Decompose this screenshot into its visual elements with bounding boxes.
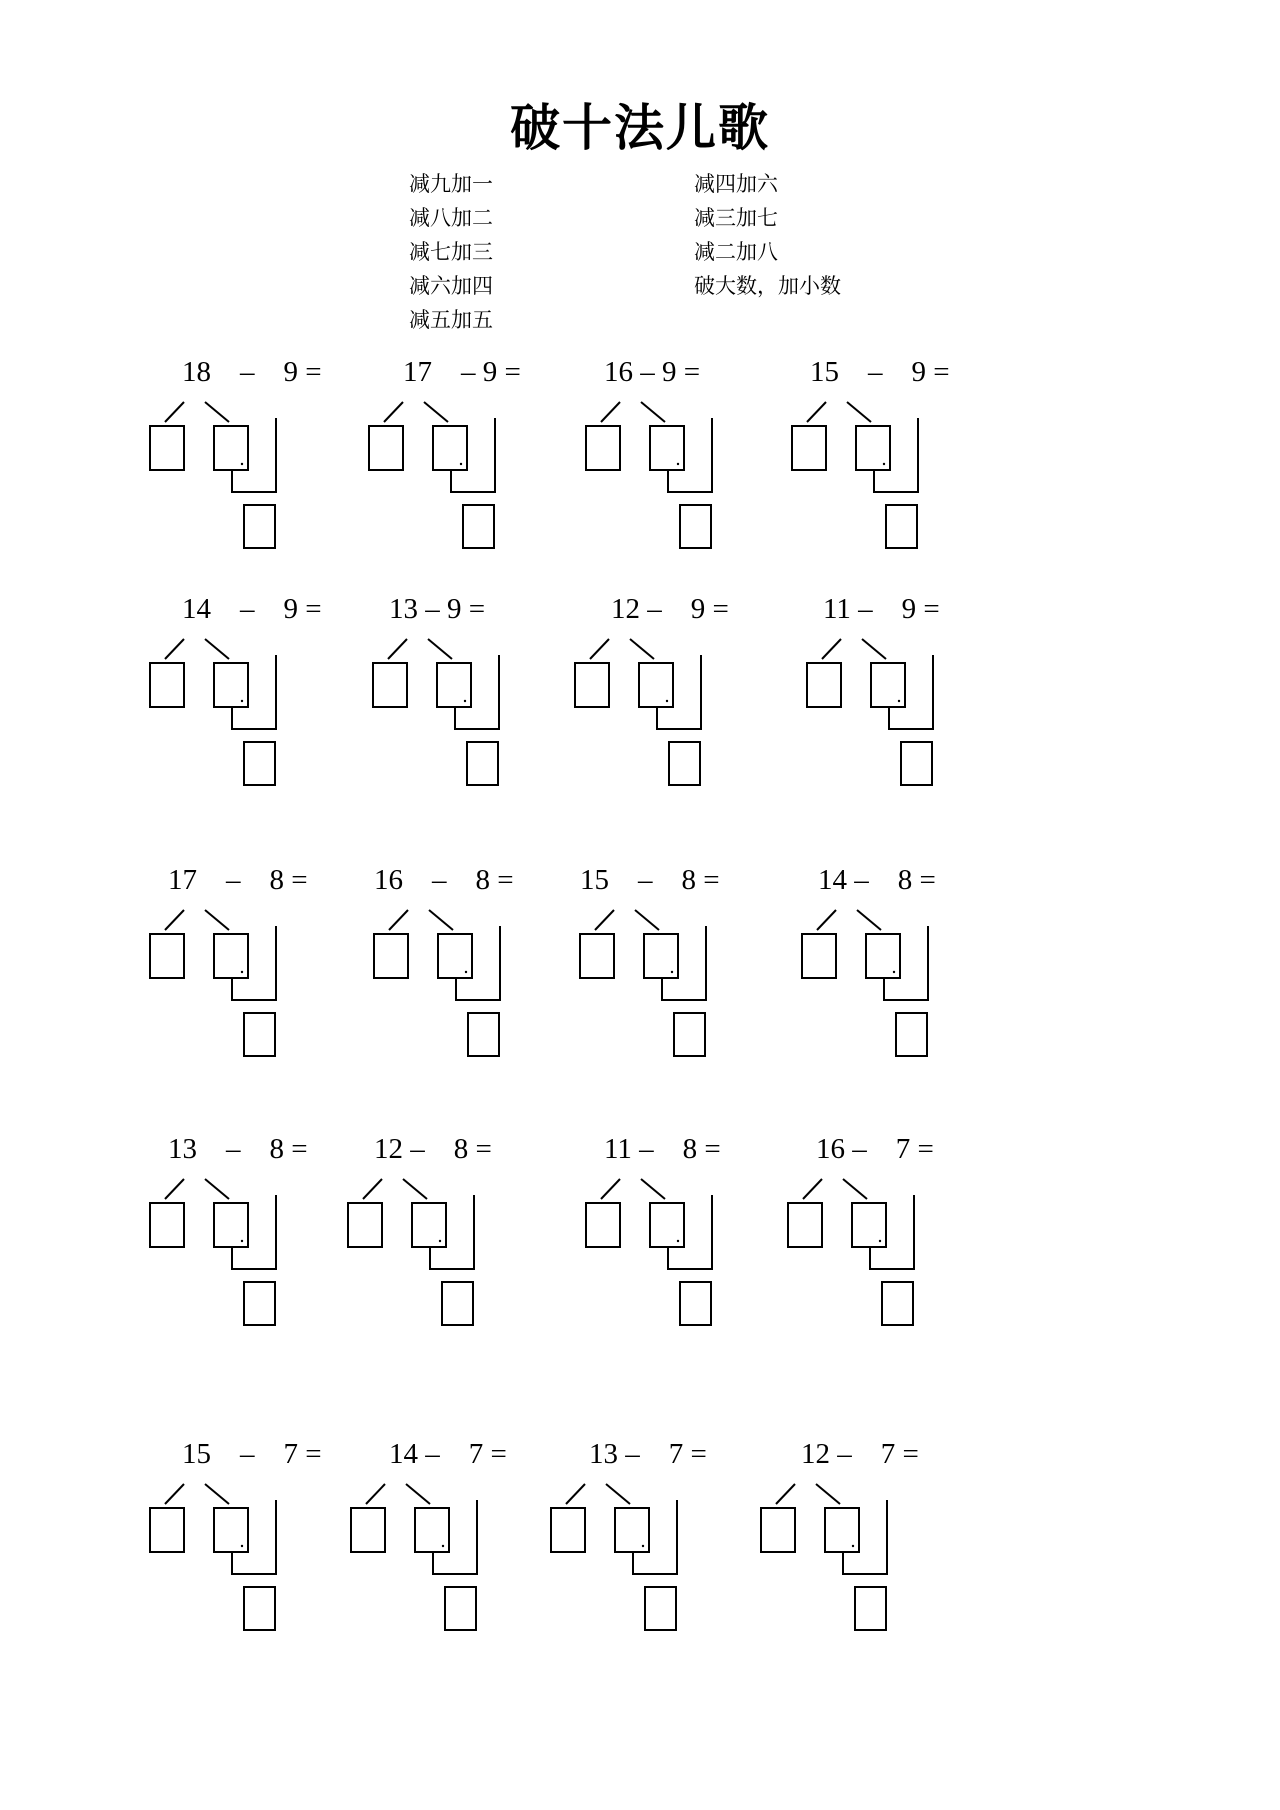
break-ten-diagram xyxy=(148,1480,298,1650)
answer-box-split-left xyxy=(792,426,826,470)
split-line-left xyxy=(595,910,614,930)
bracket-line xyxy=(232,1195,276,1269)
rhyme-right-column xyxy=(694,167,841,303)
rhyme-line: 减七加三 xyxy=(409,240,493,264)
answer-box-split-left xyxy=(788,1203,822,1247)
rhyme-line: 减五加五 xyxy=(409,308,493,332)
equation-text: 16 – 7 = xyxy=(816,1133,934,1165)
split-line-left xyxy=(165,1484,184,1504)
subtraction-problem xyxy=(818,866,1018,1076)
equation-text: 11 – 9 = xyxy=(823,593,940,625)
equation-text: 18 – 9 = xyxy=(182,356,322,388)
box-dot xyxy=(898,700,900,702)
answer-box-result xyxy=(244,742,275,785)
answer-box-result xyxy=(467,742,498,785)
break-ten-diagram xyxy=(372,906,522,1076)
break-ten-diagram xyxy=(573,635,723,805)
equation-text: 12 – 7 = xyxy=(801,1438,919,1470)
split-line-left xyxy=(566,1484,585,1504)
bracket-line xyxy=(455,655,499,729)
split-line-left xyxy=(165,910,184,930)
box-dot xyxy=(241,1545,243,1547)
subtraction-problem xyxy=(168,1135,368,1345)
answer-box-result xyxy=(244,1587,275,1630)
split-line-right xyxy=(205,1484,229,1504)
bracket-line xyxy=(889,655,933,729)
equation-text: 15 – 7 = xyxy=(182,1438,322,1470)
equation-text: 12 – 9 = xyxy=(611,593,729,625)
bracket-line xyxy=(232,418,276,492)
bracket-line xyxy=(456,926,500,1000)
answer-box-result xyxy=(855,1587,886,1630)
split-line-right xyxy=(428,639,452,659)
split-line-left xyxy=(807,402,826,422)
split-line-right xyxy=(641,402,665,422)
break-ten-diagram xyxy=(549,1480,699,1650)
box-dot xyxy=(241,700,243,702)
equation-text: 16 – 8 = xyxy=(374,864,514,896)
answer-box-split-left xyxy=(150,1203,184,1247)
box-dot xyxy=(671,971,673,973)
answer-box-split-left xyxy=(351,1508,385,1552)
subtraction-problem xyxy=(816,1135,1016,1345)
split-line-left xyxy=(165,402,184,422)
split-line-left xyxy=(389,910,408,930)
answer-box-result xyxy=(463,505,494,548)
equation-text: 11 – 8 = xyxy=(604,1133,721,1165)
answer-box-split-left xyxy=(369,426,403,470)
box-dot xyxy=(442,1545,444,1547)
box-dot xyxy=(464,700,466,702)
split-line-right xyxy=(205,1179,229,1199)
split-line-right xyxy=(424,402,448,422)
bracket-line xyxy=(232,1500,276,1574)
answer-box-result xyxy=(680,1282,711,1325)
answer-box-result xyxy=(244,1282,275,1325)
bracket-line xyxy=(232,655,276,729)
subtraction-problem xyxy=(182,358,382,568)
break-ten-diagram xyxy=(349,1480,499,1650)
break-ten-diagram xyxy=(584,398,734,568)
equation-text: 17 – 8 = xyxy=(168,864,308,896)
equation-text: 14 – 8 = xyxy=(818,864,936,896)
answer-box-split-left xyxy=(807,663,841,707)
bracket-line xyxy=(633,1500,677,1574)
answer-box-result xyxy=(896,1013,927,1056)
bracket-line xyxy=(232,926,276,1000)
rhyme-line: 减八加二 xyxy=(409,206,493,230)
split-line-left xyxy=(363,1179,382,1199)
split-line-right xyxy=(847,402,871,422)
split-line-right xyxy=(406,1484,430,1504)
split-line-right xyxy=(641,1179,665,1199)
subtraction-problem xyxy=(374,866,574,1076)
subtraction-problem xyxy=(823,595,1023,805)
split-line-right xyxy=(862,639,886,659)
equation-text: 12 – 8 = xyxy=(374,1133,492,1165)
answer-box-result xyxy=(674,1013,705,1056)
break-ten-diagram xyxy=(367,398,517,568)
answer-box-split-left xyxy=(586,426,620,470)
bracket-line xyxy=(874,418,918,492)
answer-box-split-left xyxy=(761,1508,795,1552)
box-dot xyxy=(241,463,243,465)
split-line-left xyxy=(590,639,609,659)
split-line-left xyxy=(384,402,403,422)
break-ten-diagram xyxy=(371,635,521,805)
subtraction-problem xyxy=(168,866,368,1076)
break-ten-diagram xyxy=(759,1480,909,1650)
answer-box-split-left xyxy=(150,426,184,470)
split-line-left xyxy=(822,639,841,659)
answer-box-split-left xyxy=(150,934,184,978)
split-line-left xyxy=(601,402,620,422)
break-ten-diagram xyxy=(346,1175,496,1345)
split-line-left xyxy=(366,1484,385,1504)
answer-box-result xyxy=(468,1013,499,1056)
split-line-right xyxy=(843,1179,867,1199)
break-ten-diagram xyxy=(584,1175,734,1345)
split-line-right xyxy=(606,1484,630,1504)
subtraction-problem xyxy=(604,358,804,568)
subtraction-problem xyxy=(580,866,780,1076)
box-dot xyxy=(677,463,679,465)
bracket-line xyxy=(430,1195,474,1269)
box-dot xyxy=(879,1240,881,1242)
split-line-right xyxy=(816,1484,840,1504)
subtraction-problem xyxy=(389,595,589,805)
bracket-line xyxy=(668,1195,712,1269)
split-line-left xyxy=(388,639,407,659)
break-ten-diagram xyxy=(805,635,955,805)
break-ten-diagram xyxy=(148,398,298,568)
subtraction-problem xyxy=(403,358,603,568)
break-ten-diagram xyxy=(790,398,940,568)
bracket-line xyxy=(433,1500,477,1574)
answer-box-split-left xyxy=(586,1203,620,1247)
split-line-right xyxy=(857,910,881,930)
split-line-left xyxy=(803,1179,822,1199)
box-dot xyxy=(460,463,462,465)
answer-box-split-left xyxy=(374,934,408,978)
split-line-right xyxy=(635,910,659,930)
break-ten-diagram xyxy=(800,906,950,1076)
box-dot xyxy=(852,1545,854,1547)
split-line-right xyxy=(205,402,229,422)
rhyme-line: 减六加四 xyxy=(409,274,493,298)
answer-box-result xyxy=(645,1587,676,1630)
break-ten-diagram xyxy=(578,906,728,1076)
answer-box-split-left xyxy=(373,663,407,707)
rhyme-line: 破大数，加小数 xyxy=(694,274,841,298)
box-dot xyxy=(241,971,243,973)
answer-box-result xyxy=(445,1587,476,1630)
answer-box-result xyxy=(244,505,275,548)
box-dot xyxy=(677,1240,679,1242)
answer-box-split-left xyxy=(551,1508,585,1552)
answer-box-split-left xyxy=(150,663,184,707)
box-dot xyxy=(883,463,885,465)
bracket-line xyxy=(657,655,701,729)
split-line-left xyxy=(776,1484,795,1504)
answer-box-split-left xyxy=(580,934,614,978)
split-line-right xyxy=(403,1179,427,1199)
answer-box-result xyxy=(680,505,711,548)
equation-text: 14 – 7 = xyxy=(389,1438,507,1470)
answer-box-result xyxy=(901,742,932,785)
bracket-line xyxy=(884,926,928,1000)
break-ten-diagram xyxy=(148,906,298,1076)
equation-text: 13 – 9 = xyxy=(389,593,486,625)
split-line-left xyxy=(817,910,836,930)
answer-box-split-left xyxy=(802,934,836,978)
break-ten-diagram xyxy=(148,1175,298,1345)
split-line-right xyxy=(205,639,229,659)
equation-text: 15 – 9 = xyxy=(810,356,950,388)
answer-box-result xyxy=(244,1013,275,1056)
subtraction-problem xyxy=(374,1135,574,1345)
box-dot xyxy=(666,700,668,702)
rhyme-line: 减三加七 xyxy=(694,206,778,230)
rhyme-line: 减九加一 xyxy=(409,172,493,196)
page-title: 破十法儿歌 xyxy=(510,98,770,157)
break-ten-diagram xyxy=(786,1175,936,1345)
answer-box-split-left xyxy=(150,1508,184,1552)
subtraction-problem xyxy=(801,1440,1001,1650)
equation-text: 13 – 7 = xyxy=(589,1438,707,1470)
bracket-line xyxy=(668,418,712,492)
subtraction-problem xyxy=(182,595,382,805)
rhyme-line: 减二加八 xyxy=(694,240,778,264)
equation-text: 17 – 9 = xyxy=(403,356,521,388)
rhyme-line: 减四加六 xyxy=(694,172,778,196)
answer-box-split-left xyxy=(348,1203,382,1247)
equation-text: 15 – 8 = xyxy=(580,864,720,896)
split-line-right xyxy=(630,639,654,659)
equation-text: 16 – 9 = xyxy=(604,356,701,388)
answer-box-result xyxy=(669,742,700,785)
answer-box-result xyxy=(442,1282,473,1325)
subtraction-problem xyxy=(810,358,1010,568)
equation-text: 13 – 8 = xyxy=(168,1133,308,1165)
box-dot xyxy=(893,971,895,973)
box-dot xyxy=(642,1545,644,1547)
box-dot xyxy=(465,971,467,973)
split-line-right xyxy=(205,910,229,930)
bracket-line xyxy=(870,1195,914,1269)
bracket-line xyxy=(843,1500,887,1574)
box-dot xyxy=(439,1240,441,1242)
break-ten-diagram xyxy=(148,635,298,805)
split-line-left xyxy=(601,1179,620,1199)
box-dot xyxy=(241,1240,243,1242)
answer-box-result xyxy=(882,1282,913,1325)
bracket-line xyxy=(662,926,706,1000)
split-line-left xyxy=(165,1179,184,1199)
bracket-line xyxy=(451,418,495,492)
rhyme-left-column xyxy=(409,167,493,337)
answer-box-result xyxy=(886,505,917,548)
split-line-right xyxy=(429,910,453,930)
subtraction-problem xyxy=(611,595,811,805)
subtraction-problem xyxy=(604,1135,804,1345)
split-line-left xyxy=(165,639,184,659)
answer-box-split-left xyxy=(575,663,609,707)
equation-text: 14 – 9 = xyxy=(182,593,322,625)
